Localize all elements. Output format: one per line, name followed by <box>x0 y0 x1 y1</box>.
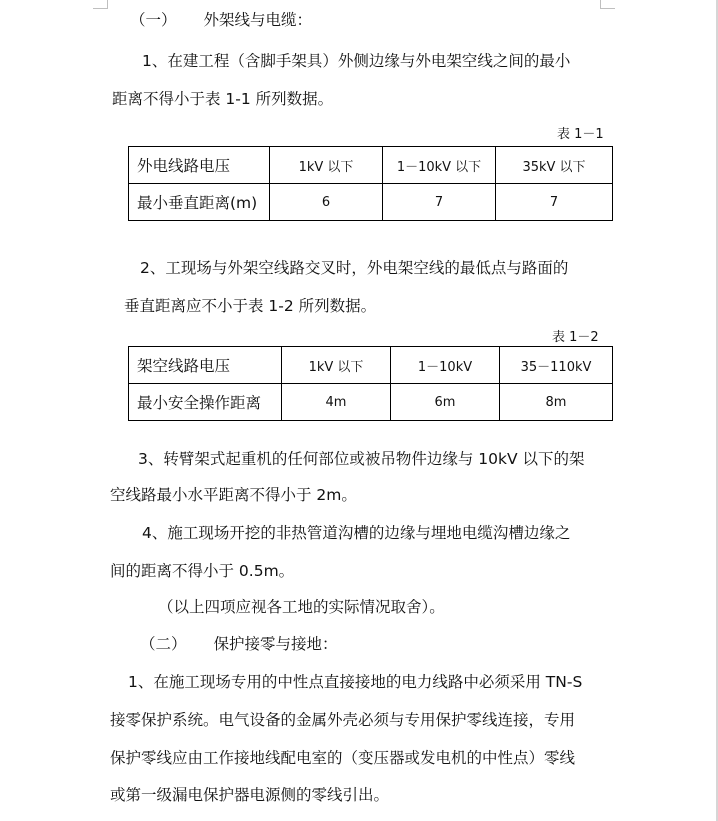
table-cell: 35－110kV <box>500 347 613 384</box>
paragraph-line: 4、施工现场开挖的非热管道沟槽的边缘与埋地电缆沟槽边缘之 <box>142 524 571 542</box>
table-cell: 4m <box>282 384 391 421</box>
section2-heading-text: 保护接零与接地： <box>213 635 338 653</box>
paragraph-line: 距离不得小于表 1-1 所列数据。 <box>112 90 334 108</box>
table1-caption: 表 1－1 <box>557 127 604 142</box>
table-cell: 7 <box>496 184 613 221</box>
table1 <box>128 146 613 221</box>
section2-heading <box>140 634 337 654</box>
table-cell: 最小安全操作距离 <box>129 384 282 421</box>
paragraph-line: 1、在建工程（含脚手架具）外侧边缘与外电架空线之间的最小 <box>142 52 571 70</box>
paragraph-line: 保护零线应由工作接地线配电室的（变压器或发电机的中性点）零线 <box>110 749 576 767</box>
note-line: （以上四项应视各工地的实际情况取舍）。 <box>158 598 445 616</box>
paragraph-line: 垂直距离应不小于表 1-2 所列数据。 <box>124 297 377 315</box>
paragraph-line: 间的距离不得小于 0.5m。 <box>110 562 295 580</box>
table2-caption: 表 1－2 <box>552 330 599 345</box>
table-cell: 7 <box>383 184 496 221</box>
paragraph-line: 1、在施工现场专用的中性点直接接地的电力线路中必须采用 TN-S <box>128 673 583 691</box>
table-row <box>129 147 613 184</box>
paragraph-line: 2、工现场与外架空线路交叉时，外电架空线的最低点与路面的 <box>140 259 569 277</box>
table-cell: 架空线路电压 <box>129 347 282 384</box>
paragraph-line: 或第一级漏电保护器电源侧的零线引出。 <box>110 786 390 804</box>
table-cell: 35kV 以下 <box>496 147 613 184</box>
paragraph-line: 接零保护系统。电气设备的金属外壳必须与专用保护零线连接，专用 <box>110 711 576 729</box>
section1-heading-number: （一） <box>130 11 177 29</box>
paragraph-line: 空线路最小水平距离不得小于 2m。 <box>110 486 357 504</box>
table-row <box>129 184 613 221</box>
table-cell: 6 <box>270 184 383 221</box>
table-cell: 外电线路电压 <box>129 147 270 184</box>
table-cell: 1kV 以下 <box>270 147 383 184</box>
table-cell: 8m <box>500 384 613 421</box>
table-row <box>129 347 613 384</box>
margin-corner-mark <box>600 0 615 9</box>
table-cell: 1－10kV 以下 <box>383 147 496 184</box>
table-cell: 1－10kV <box>391 347 500 384</box>
table-cell: 6m <box>391 384 500 421</box>
table-cell: 1kV 以下 <box>282 347 391 384</box>
table-cell: 最小垂直距离(m) <box>129 184 270 221</box>
section1-heading <box>130 10 312 30</box>
table2 <box>128 346 613 421</box>
margin-corner-mark <box>93 0 108 9</box>
section2-heading-number: （二） <box>140 635 187 653</box>
section1-heading-text: 外架线与电缆： <box>203 11 312 29</box>
paragraph-line: 3、转臂架式起重机的任何部位或被吊物件边缘与 10kV 以下的架 <box>138 450 585 468</box>
table-row <box>129 384 613 421</box>
